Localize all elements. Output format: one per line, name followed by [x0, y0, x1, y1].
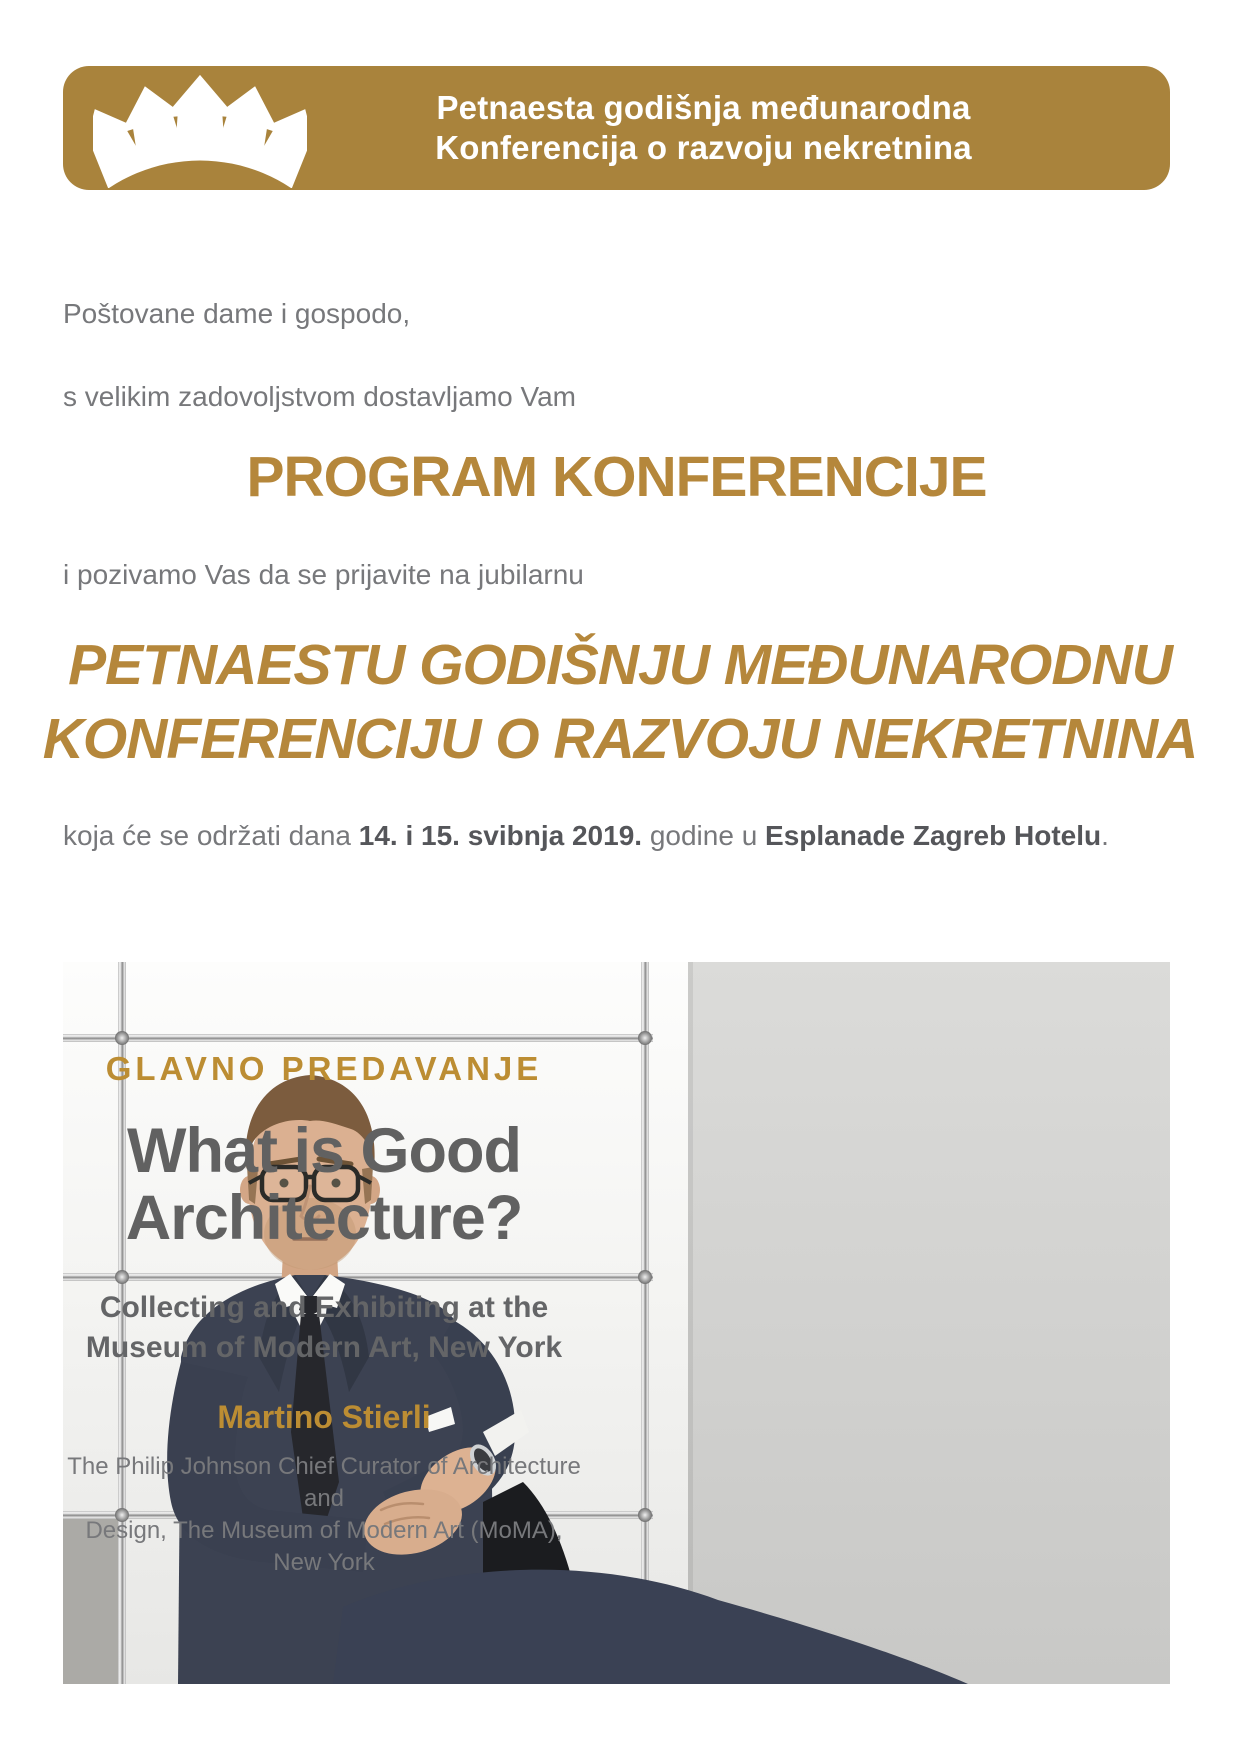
speaker-role-line1: The Philip Johnson Chief Curator of Architecture and [67, 1453, 581, 1512]
banner-title-line1: Petnaesta godišnja međunarodna [436, 89, 971, 126]
banner-title [307, 88, 1170, 168]
keynote-title [63, 1118, 585, 1252]
keynote-subtitle-line1: Collecting and Exhibiting at the [99, 1291, 549, 1324]
speaker-name: Martino Stierli [217, 1399, 431, 1435]
schedule-suffix: . [1101, 820, 1109, 851]
keynote-photo-block [63, 962, 1170, 1684]
schedule-date: 14. i 15. svibnja 2019. [358, 820, 643, 851]
keynote-kicker: GLAVNO PREDAVANJE [105, 1050, 543, 1087]
schedule-middle: godine u [642, 820, 766, 851]
speaker-role-line2: Design, The Museum of Modern Art (MoMA), New York [85, 1517, 563, 1576]
schedule-prefix: koja će se održati dana [63, 820, 359, 851]
invite-line-text: i pozivamo Vas da se prijavite na jubilarnu [63, 559, 584, 590]
conference-logo-icon [93, 68, 307, 188]
schedule-line [63, 820, 1109, 852]
header-banner [63, 66, 1170, 190]
delivery-line-text: s velikim zadovoljstvom dostavljamo Vam [63, 381, 576, 412]
program-heading: PROGRAM KONFERENCIJE [246, 445, 987, 509]
salutation-text: Poštovane dame i gospodo, [63, 298, 411, 329]
keynote-subtitle-line2: Museum of Modern Art, New York [85, 1331, 563, 1364]
speaker-role [63, 1451, 585, 1579]
conference-title-heading [0, 628, 1240, 776]
keynote-title-line2: Architecture? [125, 1183, 523, 1253]
banner-title-line2: Konferencija o razvoju nekretnina [435, 129, 972, 166]
conference-title-line1: PETNAESTU GODIŠNJU MEĐUNARODNU [68, 633, 1172, 697]
conference-title-line2: KONFERENCIJU O RAZVOJU NEKRETNINA [42, 707, 1198, 771]
schedule-venue: Esplanade Zagreb Hotelu [765, 820, 1102, 851]
keynote-title-line1: What is Good [127, 1116, 521, 1186]
keynote-subtitle [63, 1288, 585, 1368]
